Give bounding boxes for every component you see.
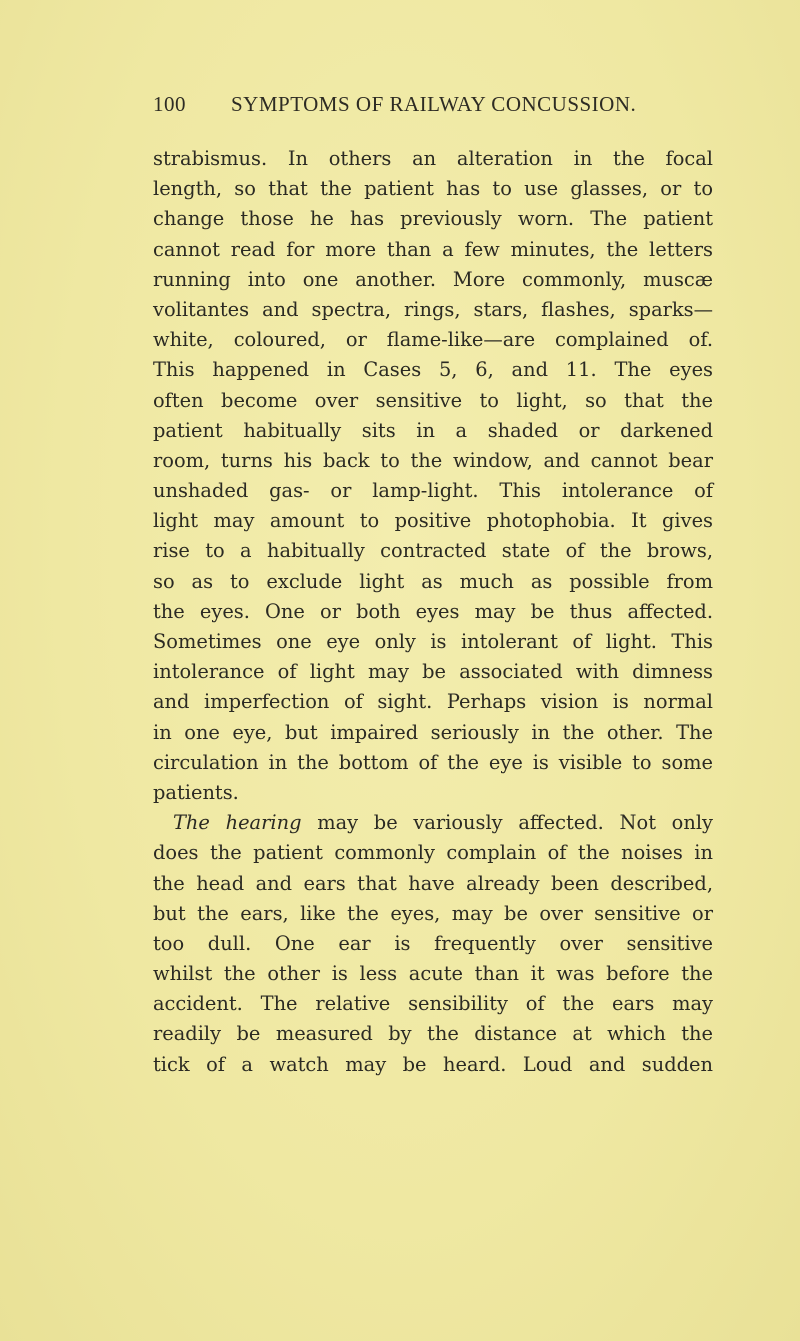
- text-line: tick of a watch may be heard. Loud and sudden: [153, 1052, 713, 1076]
- text-line: patient habitually sits in a shaded or darkened: [153, 418, 713, 442]
- text-line: cannot read for more than a few minutes, the letters: [153, 237, 713, 261]
- running-head: [153, 92, 705, 122]
- text-line: circulation in the bottom of the eye is visible to some: [153, 750, 713, 774]
- text-line: the eyes. One or both eyes may be thus affected.: [153, 599, 713, 623]
- text-line: in one eye, but impaired seriously in the other. The: [153, 720, 713, 744]
- text-line: This happened in Cases 5, 6, and 11. The eyes: [153, 358, 713, 382]
- text-line: volitantes and spectra, rings, stars, flashes, sparks—: [153, 297, 713, 321]
- text-line: does the patient commonly complain of the noises in: [153, 841, 713, 865]
- paragraph-start-line: [153, 808, 713, 838]
- text-line: light may amount to positive photophobia. It gives: [153, 509, 713, 533]
- text-line: whilst the other is less acute than it was before the: [153, 962, 713, 986]
- text-line: and imperfection of sight. Perhaps vision is normal: [153, 690, 713, 714]
- text-line: length, so that the patient has to use glasses, or to: [153, 177, 713, 201]
- text-line: but the ears, like the eyes, may be over sensitive or: [153, 901, 713, 925]
- text-line: intolerance of light may be associated with dimness: [153, 660, 713, 684]
- text-line: rise to a habitually contracted state of the brows,: [153, 539, 713, 563]
- text-line: strabismus. In others an alteration in the focal: [153, 147, 713, 170]
- page-number: 100: [153, 92, 186, 116]
- text-line: often become over sensitive to light, so that the: [153, 388, 713, 412]
- text-line: the head and ears that have already been described,: [153, 871, 713, 895]
- text-line: white, coloured, or flame-like—are complained of.: [153, 328, 713, 352]
- text-line: accident. The relative sensibility of the ears may: [153, 992, 713, 1016]
- body-text: [153, 144, 713, 1080]
- text-line: Sometimes one eye only is intolerant of light. This: [153, 630, 713, 653]
- text-line: unshaded gas- or lamp-light. This intolerance of: [153, 479, 713, 503]
- text-line: running into one another. More commonly, muscæ: [153, 267, 713, 291]
- text-line: patients.: [153, 780, 239, 804]
- text-line: too dull. One ear is frequently over sensitive: [153, 931, 713, 955]
- italic-term: The hearing: [173, 811, 302, 835]
- text-line: readily be measured by the distance at which the: [153, 1022, 713, 1046]
- text-line: room, turns his back to the window, and cannot bear: [153, 448, 713, 472]
- text-line: so as to exclude light as much as possible from: [153, 569, 713, 593]
- text-fragment: may be variously affected. Not only: [301, 811, 713, 835]
- running-title: SYMPTOMS OF RAILWAY CONCUSSION.: [231, 92, 637, 116]
- text-line: change those he has previously worn. The patient: [153, 207, 713, 231]
